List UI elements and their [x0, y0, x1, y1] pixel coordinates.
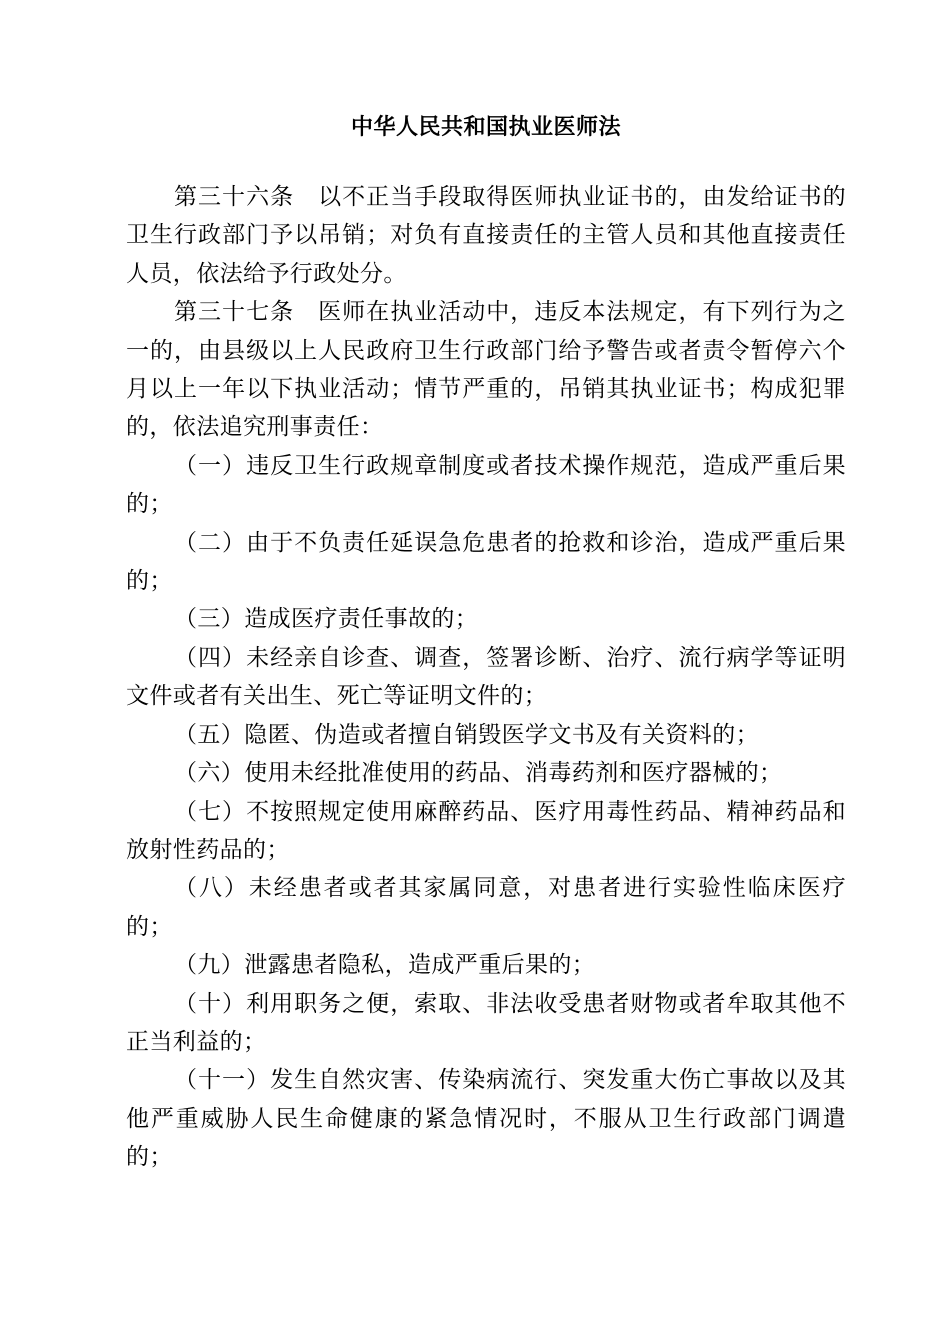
article-37-item-2: （二）由于不负责任延误急危患者的抢救和诊治，造成严重后果的；	[126, 529, 846, 595]
article-37-item-11: （十一）发生自然灾害、传染病流行、突发重大伤亡事故以及其他严重威胁人民生命健康的紧急情况时，不服从卫生行政部门调遣的；	[126, 1067, 846, 1171]
article-37-paragraph: 第三十七条 医师在执业活动中，违反本法规定，有下列行为之一的，由县级以上人民政府卫生行政部门给予警告或者责令暂停六个月以上一年以下执业活动；情节严重的，吊销其执业证书；构成犯罪的，依法追究刑事责任：	[126, 299, 846, 441]
article-37-item-4: （四）未经亲自诊查、调查，签署诊断、治疗、流行病学等证明文件或者有关出生、死亡等证明文件的；	[126, 644, 846, 710]
document-title: 中华人民共和国执业医师法	[350, 115, 621, 140]
article-37-item-9: （九）泄露患者隐私，造成严重后果的；	[174, 952, 596, 979]
article-37-item-5: （五）隐匿、伪造或者擅自销毁医学文书及有关资料的；	[174, 721, 759, 748]
article-37-item-7: （七）不按照规定使用麻醉药品、医疗用毒性药品、精神药品和放射性药品的；	[126, 798, 846, 863]
article-36-paragraph: 第三十六条 以不正当手段取得医师执业证书的，由发给证书的卫生行政部门予以吊销；对负有直接责任的主管人员和其他直接责任人员，依法给予行政处分。	[126, 184, 846, 287]
article-37-item-8: （八）未经患者或者其家属同意，对患者进行实验性临床医疗的；	[126, 875, 846, 940]
document-page	[126, 108, 846, 1177]
article-37-item-1: （一）违反卫生行政规章制度或者技术操作规范，造成严重后果的；	[126, 452, 846, 518]
article-37-item-6: （六）使用未经批准使用的药品、消毒药剂和医疗器械的；	[174, 760, 783, 787]
article-37-item-10: （十）利用职务之便，索取、非法收受患者财物或者牟取其他不正当利益的；	[126, 990, 846, 1055]
article-37-item-3: （三）造成医疗责任事故的；	[174, 606, 479, 633]
